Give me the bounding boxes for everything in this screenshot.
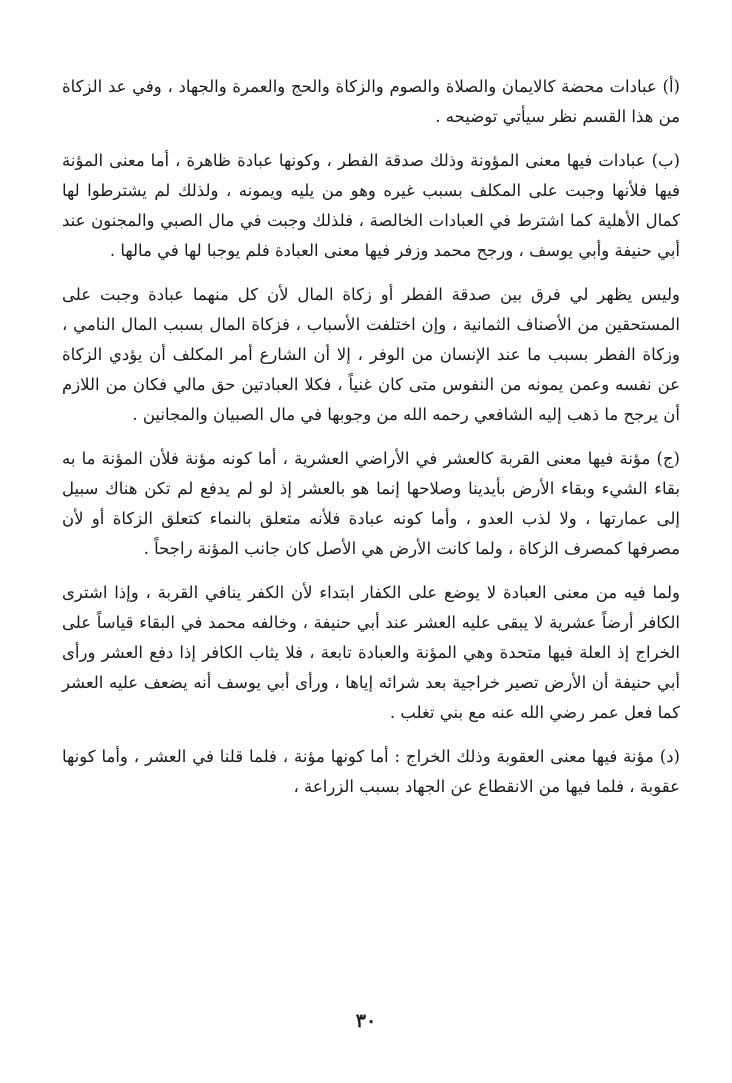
paragraph-worship-with-provision: (ب) عبادات فيها معنى المؤونة وذلك صدقة الفطر ، وكونها عبادة ظاهرة ، أما معنى المؤنة فيها فلأنها وجبت على المكلف بسبب غيره وهو من يليه ويمونه ، ولذلك لم يشترطوا لها كمال الأهلية كما اشترط في العبادات الخالصة ، فلذلك وجبت في مال الصبي والمجنون عند أبي حنيفة وأبي يوسف ، ورجح محمد وزفر فيها معنى العبادة فلم يوجبا لها في مالها . <box>62 151 680 260</box>
page-number: ٣٠ <box>355 1010 377 1032</box>
paragraph-pure-worship: (أ) عبادات محضة كالايمان والصلاة والصوم والزكاة والحج والعمرة والجهاد ، وفي عد الزكاة من هذا القسم نظر سيأتي توضيحه . <box>62 77 680 126</box>
page-body <box>62 72 680 802</box>
paragraph-provision-with-nearness: (ج) مؤنة فيها معنى القربة كالعشر في الأراضي العشرية ، أما كونه مؤنة فلأن المؤنة ما به بقاء الشيء وبقاء الأرض بأيدينا وصلاحها إنما هو بالعشر إذ لو لم يدفع لم تكن هناك سبيل إلى عمارتها ، ولا لذب العدو ، وأما كونه عبادة فلأنه متعلق بالنماء كتعلق الزكاة أو لأن مصرفها كمصرف الزكاة ، ولما كانت الأرض هي الأصل كان جانب المؤنة راجحاً . <box>62 449 680 558</box>
paragraph-author-opinion: وليس يظهر لي فرق بين صدقة الفطر أو زكاة المال لأن كل منهما عبادة وجبت على المستحقين من الأصناف الثمانية ، وإن اختلفت الأسباب ، فزكاة المال بسبب المال النامي ، وزكاة الفطر بسبب ما عند الإنسان من الوفر ، إلا أن الشارع أمر المكلف أن يؤدي الزكاة عن نفسه وعمن يمونه من النفوس متى كان غنياً ، فكلا العبادتين حق مالي فكان من اللازم أن يرجح ما ذهب إليه الشافعي رحمه الله من وجوبها في مال الصبيان والمجانين . <box>62 285 680 424</box>
paragraph-tithe-on-disbelievers: ولما فيه من معنى العبادة لا يوضع على الكفار ابتداء لأن الكفر ينافي القربة ، وإذا اشترى الكافر أرضاً عشرية لا يبقى عليه العشر عند أبي حنيفة ، وخالفه محمد في البقاء قياساً على الخراج إذ العلة فيها متحدة وهي المؤنة والعبادة تابعة ، فلا يثاب الكافر إذا دفع العشر ورأى أبي حنيفة أن الأرض تصير خراجية بعد شرائه إياها ، ورأى أبي يوسف أنه يضعف عليه العشر كما فعل عمر رضي الله عنه مع بني تغلب . <box>62 583 680 722</box>
paragraph-provision-with-punishment: (د) مؤنة فيها معنى العقوبة وذلك الخراج : أما كونها مؤنة ، فلما قلنا في العشر ، وأما كونها عقوبة ، فلما فيها من الانقطاع عن الجهاد بسبب الزراعة ، <box>62 747 680 796</box>
